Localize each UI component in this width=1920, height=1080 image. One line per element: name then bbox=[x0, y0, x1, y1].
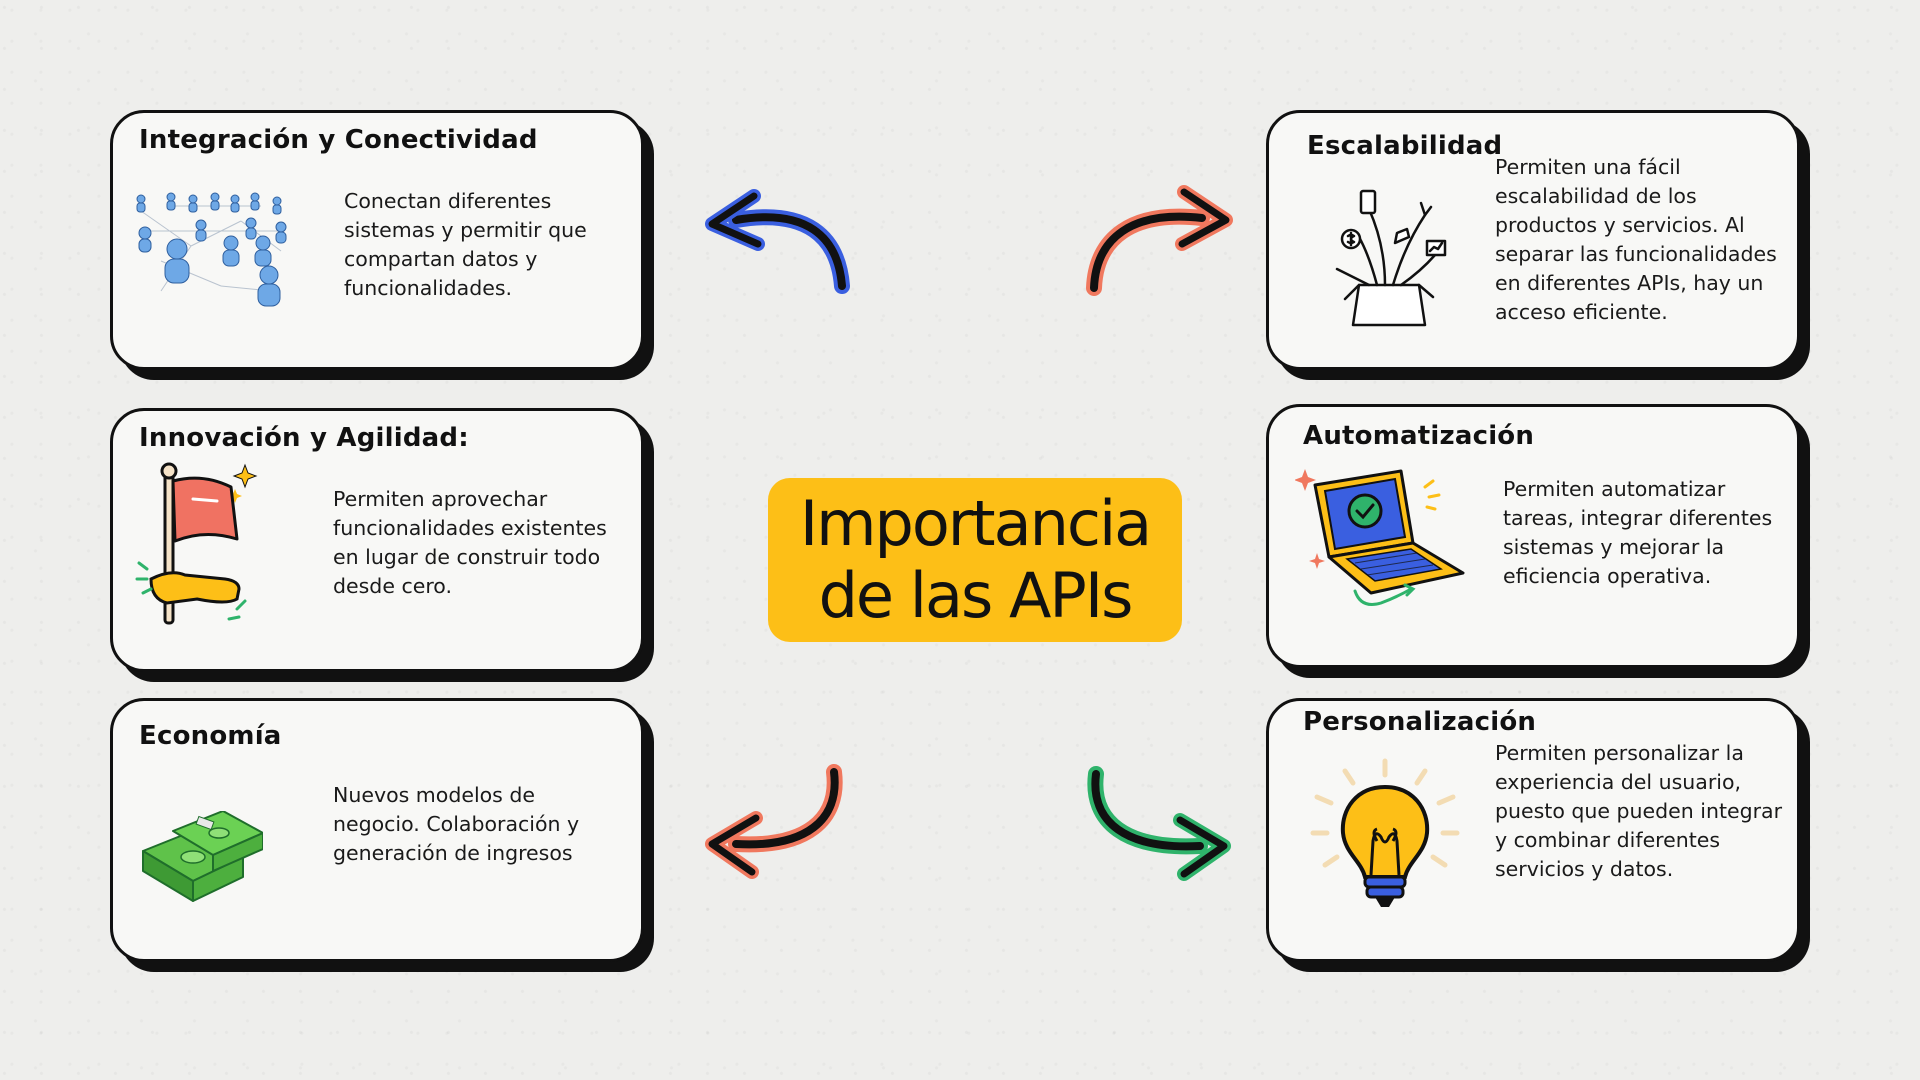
card-title: Automatización bbox=[1303, 421, 1535, 451]
card-title: Escalabilidad bbox=[1307, 131, 1503, 161]
lightbulb-icon bbox=[1305, 757, 1465, 917]
laptop-check-icon bbox=[1295, 461, 1475, 621]
card-economia bbox=[110, 698, 644, 962]
card-text: Permiten automatizar tareas, integrar diferentes sistemas y mejorar la eficiencia operativa. bbox=[1503, 477, 1773, 588]
arrow-bottom-left-icon bbox=[696, 760, 856, 880]
flag-hand-icon bbox=[133, 459, 263, 639]
card-text: Permiten una fácil escalabilidad de los productos y servicios. Al separar las funcionalidades en diferentes APIs, hay un acceso eficiente. bbox=[1495, 155, 1777, 324]
card-title: Innovación y Agilidad: bbox=[139, 423, 469, 453]
center-title-line1: Importancia bbox=[799, 487, 1151, 560]
card-title: Personalización bbox=[1303, 707, 1537, 737]
card-escalabilidad bbox=[1266, 110, 1800, 370]
card-automatizacion bbox=[1266, 404, 1800, 668]
network-people-icon bbox=[131, 191, 299, 311]
center-title-line2: de las APIs bbox=[818, 559, 1132, 632]
card-text: Nuevos modelos de negocio. Colaboración y generación de ingresos bbox=[333, 783, 580, 865]
card-innovacion bbox=[110, 408, 644, 672]
card-integracion bbox=[110, 110, 644, 370]
card-title: Economía bbox=[139, 721, 282, 751]
center-title bbox=[768, 478, 1182, 642]
card-text: Permiten personalizar la experiencia del usuario, puesto que pueden integrar y combinar diferentes servicios y datos. bbox=[1495, 741, 1783, 881]
arrow-top-right-icon bbox=[1082, 180, 1242, 300]
box-hands-icon bbox=[1329, 185, 1449, 335]
card-personalizacion bbox=[1266, 698, 1800, 962]
arrow-bottom-right-icon bbox=[1080, 762, 1240, 882]
card-title: Integración y Conectividad bbox=[139, 125, 538, 155]
money-stack-icon bbox=[133, 811, 263, 911]
card-text: Permiten aprovechar funcionalidades existentes en lugar de construir todo desde cero. bbox=[333, 487, 607, 598]
card-text: Conectan diferentes sistemas y permitir que compartan datos y funcionalidades. bbox=[344, 189, 587, 300]
arrow-top-left-icon bbox=[696, 186, 856, 296]
